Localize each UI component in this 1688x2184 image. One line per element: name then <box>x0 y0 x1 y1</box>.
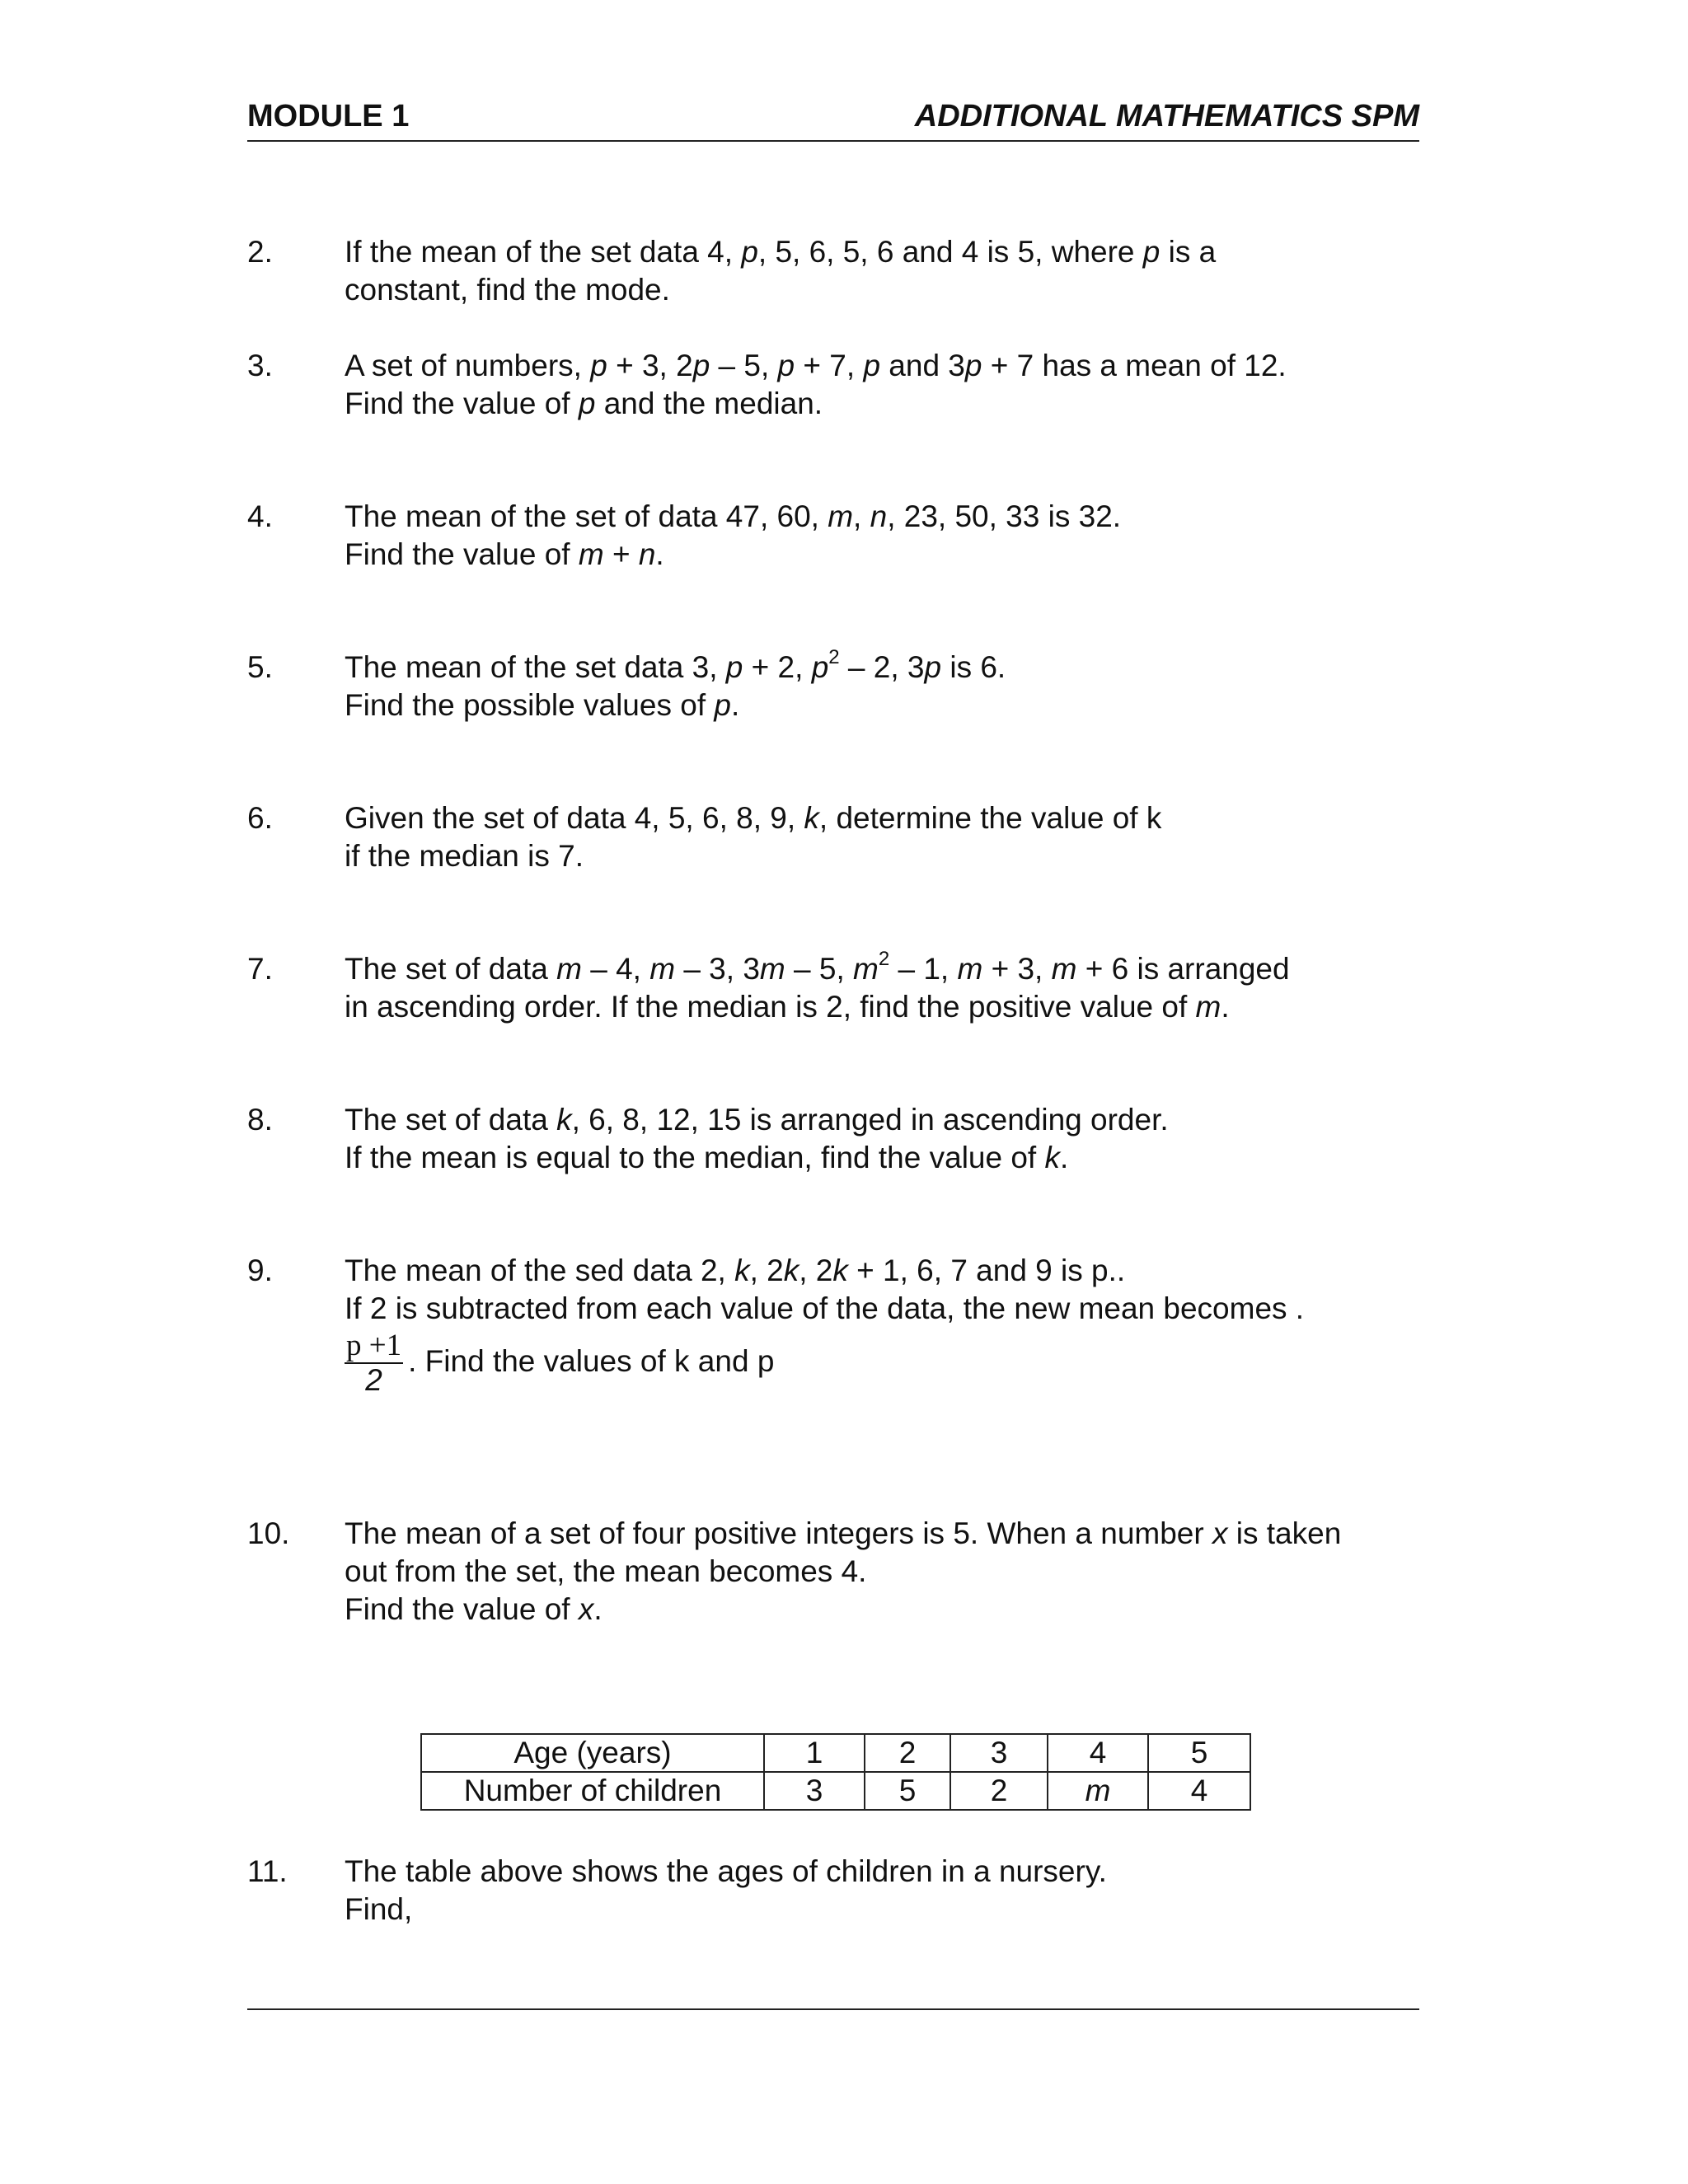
question-line: $\frac{p +1}{2}$ . Find the values of k and p <box>346 1329 775 1397</box>
question-text <box>345 233 1432 309</box>
question-line: Find the value of p and the median. <box>345 387 823 420</box>
fraction-denominator: 2 <box>365 1363 382 1397</box>
question-number: 5. <box>247 650 273 684</box>
table-row <box>421 1734 1250 1772</box>
table-cell: m <box>1048 1772 1148 1810</box>
question-number: 7. <box>247 952 273 986</box>
question-text <box>345 645 1432 724</box>
table-cell: 3 <box>764 1772 865 1810</box>
question-line: constant, find the mode. <box>345 273 670 307</box>
question-number: 2. <box>247 235 273 269</box>
question-line: if the median is 7. <box>345 839 584 873</box>
table-cell: 4 <box>1148 1772 1250 1810</box>
question-text <box>345 1853 1432 1929</box>
fraction <box>345 1329 403 1397</box>
question-line: The set of data m – 4, m – 3, 3m – 5, $m^2 - 1$, m + 3, m + 6 is arranged <box>345 947 1290 986</box>
table-cell: 4 <box>1048 1734 1148 1772</box>
table-cell: 1 <box>764 1734 865 1772</box>
question-line: The set of data k, 6, 8, 12, 15 is arranged in ascending order. <box>345 1103 1169 1137</box>
subject-title: ADDITIONAL MATHEMATICS SPM <box>914 99 1419 134</box>
question-line: The mean of the sed data 2, k, 2k, 2k + 1, 6, 7 and 9 is p.. <box>345 1254 1126 1287</box>
question-line: If 2 is subtracted from each value of the data, the new mean becomes . <box>345 1291 1305 1325</box>
question-number: 10. <box>247 1516 290 1550</box>
table-row <box>421 1772 1250 1810</box>
question-text <box>345 498 1432 574</box>
table-cell: 3 <box>950 1734 1048 1772</box>
page-header <box>247 97 1419 142</box>
question-line: If the mean of the set data 4, p, 5, 6, 5, 6 and 4 is 5, where p is a <box>345 235 1217 269</box>
table-cell: 2 <box>865 1734 950 1772</box>
question-number: 3. <box>247 349 273 382</box>
table-cell: Age (years) <box>421 1734 764 1772</box>
question-number: 11. <box>247 1854 288 1888</box>
question-line: Find, <box>345 1892 413 1926</box>
question-text <box>345 1252 1432 1397</box>
question-number: 4. <box>247 499 273 533</box>
table-cell: Number of children <box>421 1772 764 1810</box>
question-line: The table above shows the ages of children in a nursery. <box>345 1854 1107 1888</box>
question-line: The mean of the set of data 47, 60, m, n, 23, 50, 33 is 32. <box>345 499 1122 533</box>
question-line: Find the value of m + n. <box>345 537 664 571</box>
question-line: in ascending order. If the median is 2, find the positive value of m. <box>345 990 1230 1024</box>
table-cell: 2 <box>950 1772 1048 1810</box>
question-number: 8. <box>247 1103 273 1137</box>
question-text <box>345 947 1432 1026</box>
question-line: The mean of the set data 3, p + 2, $p^2 - 2$, 3p is 6. <box>345 645 1006 684</box>
question-text <box>345 1515 1432 1629</box>
question-line: A set of numbers, p + 3, 2p – 5, p + 7, p and 3p + 7 has a mean of 12. <box>345 349 1287 382</box>
age-table <box>420 1733 1251 1811</box>
question-text <box>345 1101 1432 1177</box>
fraction-numerator: p +1 <box>346 1329 402 1362</box>
question-text <box>345 799 1432 875</box>
module-label: MODULE 1 <box>247 99 410 134</box>
question-line: Given the set of data 4, 5, 6, 8, 9, k, determine the value of k <box>345 801 1162 835</box>
question-line: Find the possible values of p. <box>345 688 740 722</box>
question-line: Find the value of x. <box>345 1592 603 1626</box>
footer-divider <box>247 2008 1419 2010</box>
table-cell: 5 <box>865 1772 950 1810</box>
question-line: If the mean is equal to the median, find the value of k. <box>345 1141 1069 1174</box>
question-line: out from the set, the mean becomes 4. <box>345 1554 867 1588</box>
question-text <box>345 347 1432 423</box>
question-number: 9. <box>247 1254 273 1287</box>
question-number: 6. <box>247 801 273 835</box>
table-cell: 5 <box>1148 1734 1250 1772</box>
question-line: The mean of a set of four positive integers is 5. When a number x is taken <box>345 1516 1342 1550</box>
